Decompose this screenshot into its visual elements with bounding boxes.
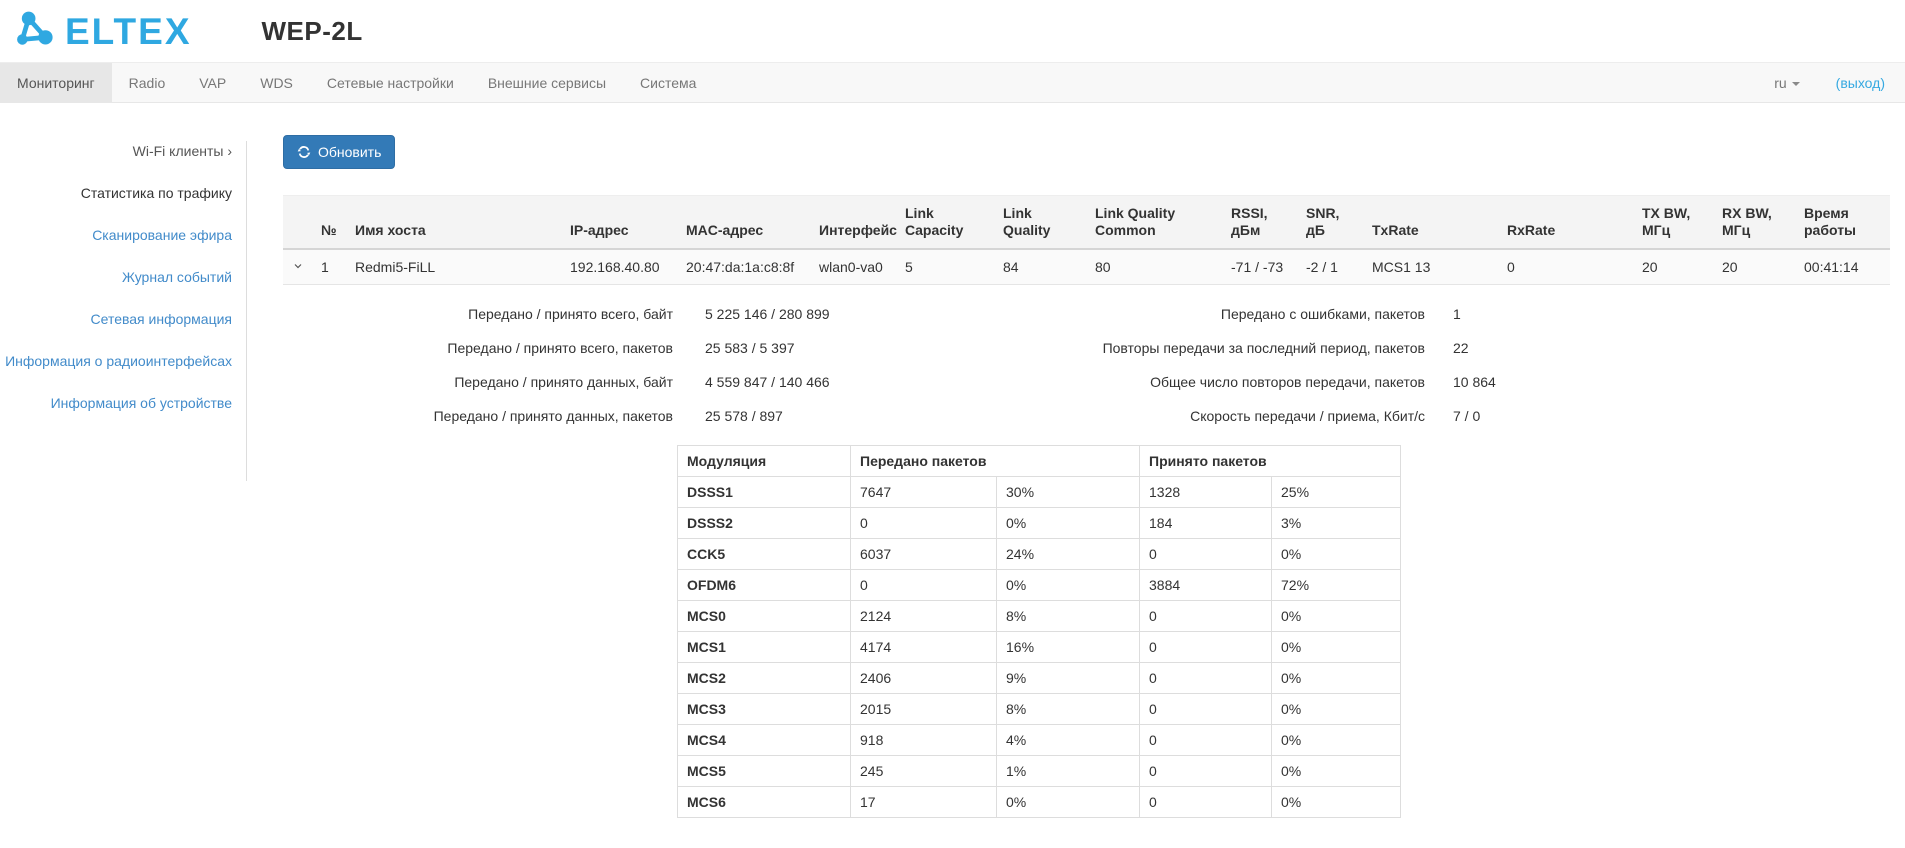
modulation-name: MCS0 <box>678 601 851 632</box>
client-rxrate: 0 <box>1499 249 1634 285</box>
nav-tab <box>243 63 310 102</box>
modulation-row <box>678 663 1401 694</box>
sidebar-item-link[interactable]: Информация о радиоинтерфейсах <box>5 353 232 369</box>
tx-percent: 0% <box>997 508 1140 539</box>
column-header: IP-адрес <box>562 196 678 250</box>
page-header <box>0 0 1905 62</box>
nav-tab-link[interactable]: Radio <box>128 75 166 91</box>
rx-count: 0 <box>1140 787 1272 818</box>
tx-packets-column-header: Передано пакетов <box>851 446 1140 477</box>
nav-tab <box>182 63 243 102</box>
sidebar-item-link[interactable]: Статистика по трафику <box>80 185 232 201</box>
sidebar-item-link[interactable]: Сканирование эфира <box>92 227 232 243</box>
modulation-row <box>678 508 1401 539</box>
tx-percent: 0% <box>997 787 1140 818</box>
sidebar-item <box>0 141 232 161</box>
eltex-logo-icon <box>14 9 58 54</box>
column-header: Link Quality Common <box>1087 196 1223 250</box>
detail-value: 22 <box>1453 340 1469 356</box>
nav-tab-link[interactable]: WDS <box>260 75 293 91</box>
nav-tab-link[interactable]: Внешние сервисы <box>487 75 607 91</box>
tx-count: 6037 <box>851 539 997 570</box>
rx-percent: 25% <box>1272 477 1401 508</box>
modulation-name: MCS5 <box>678 756 851 787</box>
rx-count: 0 <box>1140 694 1272 725</box>
detail-row <box>1025 365 1890 399</box>
rx-percent: 0% <box>1272 663 1401 694</box>
tx-percent: 0% <box>997 570 1140 601</box>
wifi-clients-table <box>283 195 1890 285</box>
detail-value: 4 559 847 / 140 466 <box>705 374 830 390</box>
modulation-row <box>678 601 1401 632</box>
detail-label: Передано / принято всего, байт <box>468 306 673 322</box>
rx-percent: 0% <box>1272 694 1401 725</box>
client-ip: 192.168.40.80 <box>562 249 678 285</box>
client-interface: wlan0-va0 <box>811 249 897 285</box>
sidebar-item <box>0 225 232 245</box>
tx-percent: 30% <box>997 477 1140 508</box>
tx-percent: 16% <box>997 632 1140 663</box>
caret-down-icon <box>1792 82 1800 86</box>
sidebar-menu <box>0 141 247 481</box>
detail-row <box>1025 399 1890 433</box>
clients-table-header-row <box>283 196 1890 250</box>
client-link-quality-common: 80 <box>1087 249 1223 285</box>
tx-percent: 24% <box>997 539 1140 570</box>
column-header: RxRate <box>1499 196 1634 250</box>
rx-percent: 0% <box>1272 787 1401 818</box>
rx-count: 0 <box>1140 756 1272 787</box>
rx-percent: 0% <box>1272 725 1401 756</box>
client-num: 1 <box>313 249 347 285</box>
column-header: TxRate <box>1364 196 1499 250</box>
detail-row <box>1025 331 1890 365</box>
chevron-down-icon <box>292 259 304 275</box>
sidebar-item-link[interactable]: Журнал событий <box>121 269 232 285</box>
modulation-header-row <box>678 446 1401 477</box>
sidebar-item <box>0 351 232 371</box>
nav-tab <box>0 63 112 102</box>
client-row[interactable] <box>283 249 1890 285</box>
detail-row <box>283 365 1025 399</box>
tx-count: 2015 <box>851 694 997 725</box>
rx-packets-column-header: Принято пакетов <box>1140 446 1401 477</box>
detail-label: Передано / принято данных, пакетов <box>433 408 673 424</box>
tx-percent: 1% <box>997 756 1140 787</box>
tx-count: 17 <box>851 787 997 818</box>
sidebar-item <box>0 393 232 413</box>
rx-percent: 0% <box>1272 539 1401 570</box>
client-link-quality: 84 <box>995 249 1087 285</box>
column-header: RX BW, МГц <box>1714 196 1796 250</box>
expand-column-header <box>283 196 313 250</box>
rx-count: 1328 <box>1140 477 1272 508</box>
tx-count: 4174 <box>851 632 997 663</box>
tx-count: 0 <box>851 570 997 601</box>
detail-row <box>283 331 1025 365</box>
tx-count: 2406 <box>851 663 997 694</box>
column-header: Имя хоста <box>347 196 562 250</box>
sidebar-item-link[interactable]: Wi-Fi клиенты › <box>132 143 232 159</box>
sidebar-item-link[interactable]: Сетевая информация <box>90 311 232 327</box>
refresh-button-label: Обновить <box>318 144 382 160</box>
rx-count: 0 <box>1140 539 1272 570</box>
detail-label: Передано / принято данных, байт <box>454 374 673 390</box>
modulation-row <box>678 477 1401 508</box>
column-header: № <box>313 196 347 250</box>
sidebar <box>0 103 247 481</box>
detail-row <box>283 399 1025 433</box>
client-details-right <box>1025 297 1890 433</box>
modulation-name: DSSS2 <box>678 508 851 539</box>
tx-count: 918 <box>851 725 997 756</box>
modulation-row <box>678 787 1401 818</box>
nav-tabs <box>0 63 713 102</box>
detail-value: 5 225 146 / 280 899 <box>705 306 830 322</box>
client-details-left <box>283 297 1025 433</box>
client-rx-bw: 20 <box>1714 249 1796 285</box>
sidebar-item <box>0 267 232 287</box>
modulation-name: MCS6 <box>678 787 851 818</box>
detail-value: 1 <box>1453 306 1461 322</box>
row-expand-toggle[interactable] <box>283 249 313 285</box>
tx-percent: 8% <box>997 694 1140 725</box>
column-header: Время работы <box>1796 196 1890 250</box>
device-title: WEP-2L <box>261 15 363 46</box>
language-dropdown[interactable]: ru <box>1774 75 1799 91</box>
detail-row <box>283 297 1025 331</box>
detail-label: Повторы передачи за последний период, пакетов <box>1102 340 1425 356</box>
tx-percent: 9% <box>997 663 1140 694</box>
tx-count: 2124 <box>851 601 997 632</box>
rx-percent: 72% <box>1272 570 1401 601</box>
detail-label: Передано / принято всего, пакетов <box>447 340 673 356</box>
modulation-name: CCK5 <box>678 539 851 570</box>
sidebar-item-link[interactable]: Информация об устройстве <box>50 395 232 411</box>
detail-label: Общее число повторов передачи, пакетов <box>1150 374 1425 390</box>
modulation-table <box>677 445 1401 818</box>
column-header: SNR, дБ <box>1298 196 1364 250</box>
rx-count: 0 <box>1140 601 1272 632</box>
tx-count: 245 <box>851 756 997 787</box>
eltex-logo <box>14 9 192 54</box>
column-header: Link Capacity <box>897 196 995 250</box>
main-navbar <box>0 62 1905 103</box>
detail-label: Скорость передачи / приема, Кбит/с <box>1190 408 1425 424</box>
tx-count: 7647 <box>851 477 997 508</box>
client-details <box>283 297 1890 433</box>
modulation-column-header: Модуляция <box>678 446 851 477</box>
refresh-button[interactable] <box>283 135 395 169</box>
nav-tab-link[interactable]: VAP <box>199 75 227 91</box>
modulation-row <box>678 632 1401 663</box>
client-txrate: MCS1 13 <box>1364 249 1499 285</box>
nav-tab <box>623 63 713 102</box>
detail-value: 7 / 0 <box>1453 408 1481 424</box>
column-header: MAC-адрес <box>678 196 811 250</box>
modulation-name: OFDM6 <box>678 570 851 601</box>
rx-percent: 3% <box>1272 508 1401 539</box>
client-uptime: 00:41:14 <box>1796 249 1890 285</box>
modulation-name: DSSS1 <box>678 477 851 508</box>
client-snr: -2 / 1 <box>1298 249 1364 285</box>
client-hostname: Redmi5-FiLL <box>347 249 562 285</box>
page-layout <box>0 103 1905 848</box>
nav-tab-link[interactable]: Сетевые настройки <box>326 75 454 91</box>
client-rssi: -71 / -73 <box>1223 249 1298 285</box>
main-content <box>247 103 1905 848</box>
modulation-row <box>678 694 1401 725</box>
rx-count: 0 <box>1140 632 1272 663</box>
column-header: RSSI, дБм <box>1223 196 1298 250</box>
rx-percent: 0% <box>1272 756 1401 787</box>
refresh-icon <box>297 145 311 159</box>
detail-value: 25 583 / 5 397 <box>705 340 795 356</box>
modulation-name: MCS4 <box>678 725 851 756</box>
modulation-name: MCS1 <box>678 632 851 663</box>
client-mac: 20:47:da:1a:c8:8f <box>678 249 811 285</box>
modulation-name: MCS3 <box>678 694 851 725</box>
nav-tab-link[interactable]: Мониторинг <box>0 63 112 103</box>
column-header: Link Quality <box>995 196 1087 250</box>
modulation-row <box>678 539 1401 570</box>
rx-percent: 0% <box>1272 601 1401 632</box>
nav-tab-link[interactable]: Система <box>640 75 697 91</box>
rx-percent: 0% <box>1272 632 1401 663</box>
modulation-row <box>678 725 1401 756</box>
modulation-name: MCS2 <box>678 663 851 694</box>
client-link-capacity: 5 <box>897 249 995 285</box>
rx-count: 3884 <box>1140 570 1272 601</box>
nav-tab <box>310 63 471 102</box>
rx-count: 184 <box>1140 508 1272 539</box>
logout-link[interactable]: (выход) <box>1835 74 1885 91</box>
tx-percent: 8% <box>997 601 1140 632</box>
nav-tab <box>112 63 183 102</box>
brand-name: ELTEX <box>65 10 192 52</box>
modulation-row <box>678 756 1401 787</box>
rx-count: 0 <box>1140 663 1272 694</box>
rx-count: 0 <box>1140 725 1272 756</box>
navbar-right <box>1774 63 1905 102</box>
modulation-row <box>678 570 1401 601</box>
detail-value: 25 578 / 897 <box>705 408 783 424</box>
detail-value: 10 864 <box>1453 374 1496 390</box>
detail-row <box>1025 297 1890 331</box>
sidebar-item <box>0 183 232 203</box>
tx-count: 0 <box>851 508 997 539</box>
column-header: TX BW, МГц <box>1634 196 1714 250</box>
client-tx-bw: 20 <box>1634 249 1714 285</box>
sidebar-item <box>0 309 232 329</box>
detail-label: Передано с ошибками, пакетов <box>1220 306 1425 322</box>
column-header: Интерфейс <box>811 196 897 250</box>
tx-percent: 4% <box>997 725 1140 756</box>
nav-tab <box>471 63 623 102</box>
